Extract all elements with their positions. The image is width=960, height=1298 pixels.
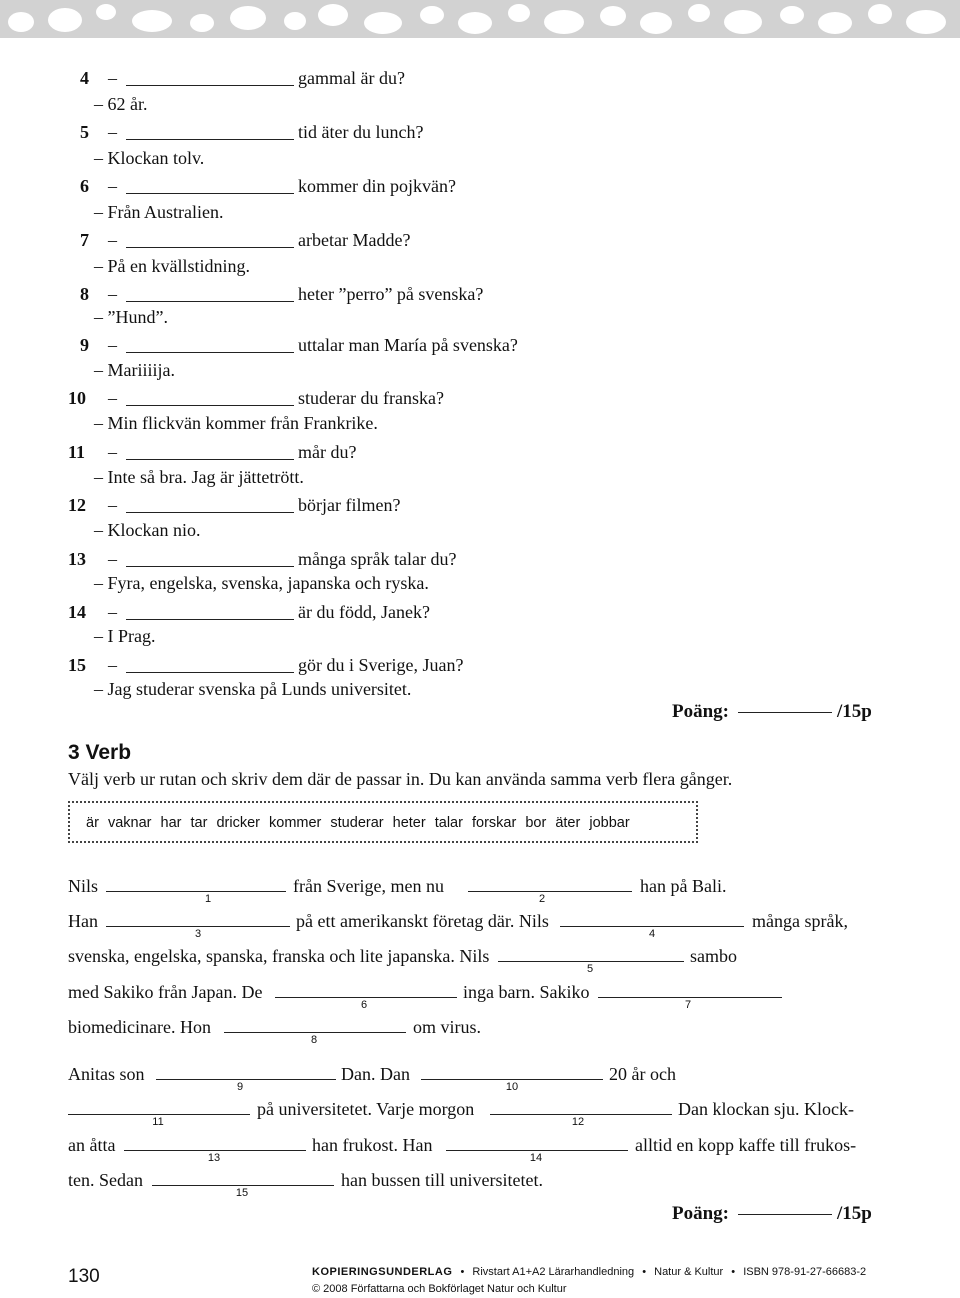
decor-dot bbox=[724, 10, 762, 34]
gap-number: 14 bbox=[529, 1152, 543, 1164]
text-segment: biomedicinare. Hon bbox=[68, 1017, 211, 1037]
text-segment: han bussen till universitetet. bbox=[341, 1170, 543, 1190]
decor-dot bbox=[230, 6, 266, 30]
text-segment: om virus. bbox=[413, 1017, 482, 1037]
text-segment: från Sverige, men nu bbox=[293, 876, 444, 896]
answer-line bbox=[94, 466, 304, 488]
word-item: kommer bbox=[269, 815, 322, 831]
gap-number: 2 bbox=[538, 893, 546, 905]
footer-book: Rivstart A1+A2 Lärarhandledning bbox=[472, 1266, 635, 1278]
question-dash: – bbox=[108, 230, 117, 250]
text-segment: alltid en kopp kaffe till frukos- bbox=[635, 1135, 857, 1155]
answer-blank[interactable] bbox=[126, 512, 294, 513]
decor-dot bbox=[132, 10, 172, 32]
answer-dash: – bbox=[94, 626, 103, 646]
question-dash: – bbox=[108, 284, 117, 304]
answer-line bbox=[94, 412, 378, 434]
footer-publisher: Natur & Kultur bbox=[654, 1266, 724, 1278]
gap-number: 9 bbox=[236, 1081, 244, 1093]
question-text: kommer din pojkvän? bbox=[298, 176, 456, 196]
answer-dash: – bbox=[94, 360, 103, 380]
question-dash: – bbox=[108, 388, 117, 408]
answer-text: Fyra, engelska, svenska, japanska och ryska. bbox=[107, 573, 429, 593]
answer-line bbox=[94, 572, 429, 594]
text-segment: ten. Sedan bbox=[68, 1170, 143, 1190]
text-segment: svenska, engelska, spanska, franska och lite japanska. Nils bbox=[68, 946, 490, 966]
answer-line bbox=[94, 359, 175, 381]
answer-dash: – bbox=[94, 148, 103, 168]
question-text: studerar du franska? bbox=[298, 388, 444, 408]
text-segment: an åtta bbox=[68, 1135, 116, 1155]
answer-text: Inte så bra. Jag är jättetrött. bbox=[107, 467, 304, 487]
answer-dash: – bbox=[94, 307, 103, 327]
page-number: 130 bbox=[68, 1266, 100, 1287]
question-number: 8 bbox=[80, 284, 89, 304]
answer-text: I Prag. bbox=[107, 626, 156, 646]
word-item: heter bbox=[392, 815, 426, 831]
text-segment: han frukost. Han bbox=[312, 1135, 433, 1155]
question-text: mår du? bbox=[298, 442, 357, 462]
answer-blank[interactable] bbox=[126, 247, 294, 248]
decor-dot bbox=[780, 6, 804, 24]
text-segment: Nils bbox=[68, 876, 99, 896]
verb-gap-11[interactable] bbox=[68, 1114, 250, 1115]
text-segment: 20 år och bbox=[609, 1064, 676, 1084]
answer-dash: – bbox=[94, 413, 103, 433]
verb-gap-9[interactable] bbox=[156, 1079, 336, 1080]
decor-dot bbox=[284, 12, 306, 30]
decor-dot bbox=[544, 10, 584, 34]
answer-text: Min flickvän kommer från Frankrike. bbox=[107, 413, 378, 433]
answer-blank[interactable] bbox=[126, 139, 294, 140]
answer-text: Klockan nio. bbox=[107, 520, 201, 540]
decor-dot bbox=[96, 4, 116, 20]
word-item: jobbar bbox=[589, 815, 630, 831]
answer-blank[interactable] bbox=[126, 301, 294, 302]
question-number: 6 bbox=[80, 176, 89, 196]
verb-gap-13[interactable] bbox=[124, 1150, 306, 1151]
question-text: gör du i Sverige, Juan? bbox=[298, 655, 464, 675]
gap-number: 12 bbox=[571, 1116, 585, 1128]
gap-number: 13 bbox=[207, 1152, 221, 1164]
answer-dash: – bbox=[94, 520, 103, 540]
word-item: vaknar bbox=[107, 815, 152, 831]
answer-text: Jag studerar svenska på Lunds universitet. bbox=[107, 679, 412, 699]
footer-bullet: • bbox=[731, 1266, 736, 1278]
answer-dash: – bbox=[94, 94, 103, 114]
points-total: /15p bbox=[837, 1203, 872, 1224]
answer-blank[interactable] bbox=[126, 566, 294, 567]
points-blank[interactable] bbox=[738, 712, 832, 713]
question-dash: – bbox=[108, 602, 117, 622]
word-item: bor bbox=[525, 815, 547, 831]
text-segment: han på Bali. bbox=[640, 876, 727, 896]
question-text: heter ”perro” på svenska? bbox=[298, 284, 484, 304]
decor-dot bbox=[8, 12, 34, 32]
answer-line bbox=[94, 306, 168, 328]
answer-dash: – bbox=[94, 256, 103, 276]
verb-gap-5[interactable] bbox=[498, 961, 684, 962]
question-number: 13 bbox=[68, 549, 86, 569]
word-list bbox=[86, 815, 635, 831]
question-text: är du född, Janek? bbox=[298, 602, 430, 622]
decor-dot bbox=[420, 6, 444, 24]
question-text: tid äter du lunch? bbox=[298, 122, 424, 142]
answer-blank[interactable] bbox=[126, 672, 294, 673]
answer-dash: – bbox=[94, 679, 103, 699]
question-number: 15 bbox=[68, 655, 86, 675]
answer-line bbox=[94, 201, 223, 223]
answer-blank[interactable] bbox=[126, 85, 294, 86]
question-dash: – bbox=[108, 495, 117, 515]
footer-isbn: ISBN 978-91-27-66683-2 bbox=[743, 1266, 867, 1278]
gap-number: 1 bbox=[204, 893, 212, 905]
points-score-2 bbox=[672, 1203, 872, 1225]
verb-gap-10[interactable] bbox=[421, 1079, 603, 1080]
text-segment: Anitas son bbox=[68, 1064, 145, 1084]
question-number: 5 bbox=[80, 122, 89, 142]
footer-bullet: • bbox=[642, 1266, 647, 1278]
question-number: 7 bbox=[80, 230, 89, 250]
gap-number: 6 bbox=[360, 999, 368, 1011]
section-instruction: Välj verb ur rutan och skriv dem där de passar in. Du kan använda samma verb flera gånger. bbox=[68, 769, 733, 789]
question-number: 12 bbox=[68, 495, 86, 515]
gap-number: 5 bbox=[586, 963, 594, 975]
question-dash: – bbox=[108, 442, 117, 462]
question-number: 14 bbox=[68, 602, 86, 622]
question-number: 4 bbox=[80, 68, 89, 88]
text-segment: med Sakiko från Japan. De bbox=[68, 982, 263, 1002]
answer-blank[interactable] bbox=[126, 459, 294, 460]
question-dash: – bbox=[108, 176, 117, 196]
verb-gap-7[interactable] bbox=[598, 997, 782, 998]
points-blank[interactable] bbox=[738, 1214, 832, 1215]
answer-line bbox=[94, 93, 148, 115]
word-item: talar bbox=[434, 815, 463, 831]
text-segment: sambo bbox=[690, 946, 737, 966]
answer-text: 62 år. bbox=[107, 94, 148, 114]
question-dash: – bbox=[108, 68, 117, 88]
answer-text: ”Hund”. bbox=[107, 307, 168, 327]
gap-number: 11 bbox=[152, 1116, 164, 1128]
text-segment: många språk, bbox=[752, 911, 848, 931]
decorative-top-band bbox=[0, 0, 960, 38]
decor-dot bbox=[48, 8, 82, 32]
points-score-1 bbox=[672, 701, 872, 723]
question-text: börjar filmen? bbox=[298, 495, 401, 515]
text-segment: Dan. Dan bbox=[341, 1064, 410, 1084]
gap-number: 3 bbox=[194, 928, 202, 940]
gap-number: 10 bbox=[505, 1081, 519, 1093]
text-segment: inga barn. Sakiko bbox=[463, 982, 590, 1002]
decor-dot bbox=[318, 4, 348, 26]
text-segment: Dan klockan sju. Klock- bbox=[678, 1099, 854, 1119]
points-total: /15p bbox=[837, 701, 872, 722]
decor-dot bbox=[640, 12, 672, 34]
decor-dot bbox=[508, 4, 530, 22]
answer-line bbox=[94, 255, 250, 277]
verb-gap-4[interactable] bbox=[560, 926, 744, 927]
verb-gap-6[interactable] bbox=[275, 997, 457, 998]
question-number: 9 bbox=[80, 335, 89, 355]
answer-dash: – bbox=[94, 573, 103, 593]
footer-brand: KOPIERINGSUNDERLAG bbox=[312, 1266, 453, 1278]
gap-number: 7 bbox=[684, 999, 692, 1011]
footer-info bbox=[312, 1266, 866, 1278]
question-text: gammal är du? bbox=[298, 68, 405, 88]
answer-line bbox=[94, 519, 200, 541]
decor-dot bbox=[364, 12, 402, 34]
answer-text: Mariiiija. bbox=[107, 360, 175, 380]
verb-gap-14[interactable] bbox=[446, 1150, 628, 1151]
answer-text: Från Australien. bbox=[107, 202, 224, 222]
question-dash: – bbox=[108, 549, 117, 569]
question-dash: – bbox=[108, 655, 117, 675]
gap-number: 4 bbox=[648, 928, 656, 940]
question-text: många språk talar du? bbox=[298, 549, 457, 569]
word-item: är bbox=[86, 815, 99, 831]
points-label: Poäng: bbox=[672, 701, 729, 722]
text-segment: på universitetet. Varje morgon bbox=[257, 1099, 475, 1119]
word-item: äter bbox=[555, 815, 581, 831]
text-segment: på ett amerikanskt företag där. Nils bbox=[296, 911, 549, 931]
verb-gap-15[interactable] bbox=[152, 1185, 334, 1186]
decor-dot bbox=[868, 4, 892, 24]
verb-gap-12[interactable] bbox=[490, 1114, 672, 1115]
gap-number: 15 bbox=[235, 1187, 249, 1199]
question-number: 11 bbox=[68, 442, 86, 462]
decor-dot bbox=[688, 4, 710, 22]
verb-gap-8[interactable] bbox=[224, 1032, 406, 1033]
answer-line bbox=[94, 625, 156, 647]
answer-blank[interactable] bbox=[126, 352, 294, 353]
points-label: Poäng: bbox=[672, 1203, 729, 1224]
question-dash: – bbox=[108, 335, 117, 355]
answer-blank[interactable] bbox=[126, 405, 294, 406]
text-segment: Han bbox=[68, 911, 98, 931]
question-text: arbetar Madde? bbox=[298, 230, 411, 250]
question-text: uttalar man María på svenska? bbox=[298, 335, 518, 355]
question-number: 10 bbox=[68, 388, 86, 408]
question-dash: – bbox=[108, 122, 117, 142]
footer-copyright: © 2008 Författarna och Bokförlaget Natur och Kultur bbox=[312, 1283, 567, 1295]
footer-bullet: • bbox=[460, 1266, 465, 1278]
answer-dash: – bbox=[94, 467, 103, 487]
decor-dot bbox=[818, 12, 852, 34]
verb-gap-3[interactable] bbox=[106, 926, 290, 927]
answer-blank[interactable] bbox=[126, 619, 294, 620]
word-item: studerar bbox=[330, 815, 384, 831]
word-item: dricker bbox=[216, 815, 260, 831]
verb-gap-1[interactable] bbox=[106, 891, 286, 892]
section-title: 3 Verb bbox=[68, 741, 132, 764]
word-item: forskar bbox=[471, 815, 517, 831]
decor-dot bbox=[600, 6, 626, 26]
verb-gap-2[interactable] bbox=[468, 891, 632, 892]
answer-blank[interactable] bbox=[126, 193, 294, 194]
decor-dot bbox=[190, 14, 214, 32]
gap-number: 8 bbox=[310, 1034, 318, 1046]
word-item: har bbox=[160, 815, 182, 831]
answer-line bbox=[94, 678, 411, 700]
word-item: tar bbox=[190, 815, 208, 831]
answer-line bbox=[94, 147, 204, 169]
answer-text: Klockan tolv. bbox=[107, 148, 205, 168]
decor-dot bbox=[458, 12, 492, 34]
answer-text: På en kvällstidning. bbox=[107, 256, 250, 276]
decor-dot bbox=[906, 10, 946, 34]
answer-dash: – bbox=[94, 202, 103, 222]
